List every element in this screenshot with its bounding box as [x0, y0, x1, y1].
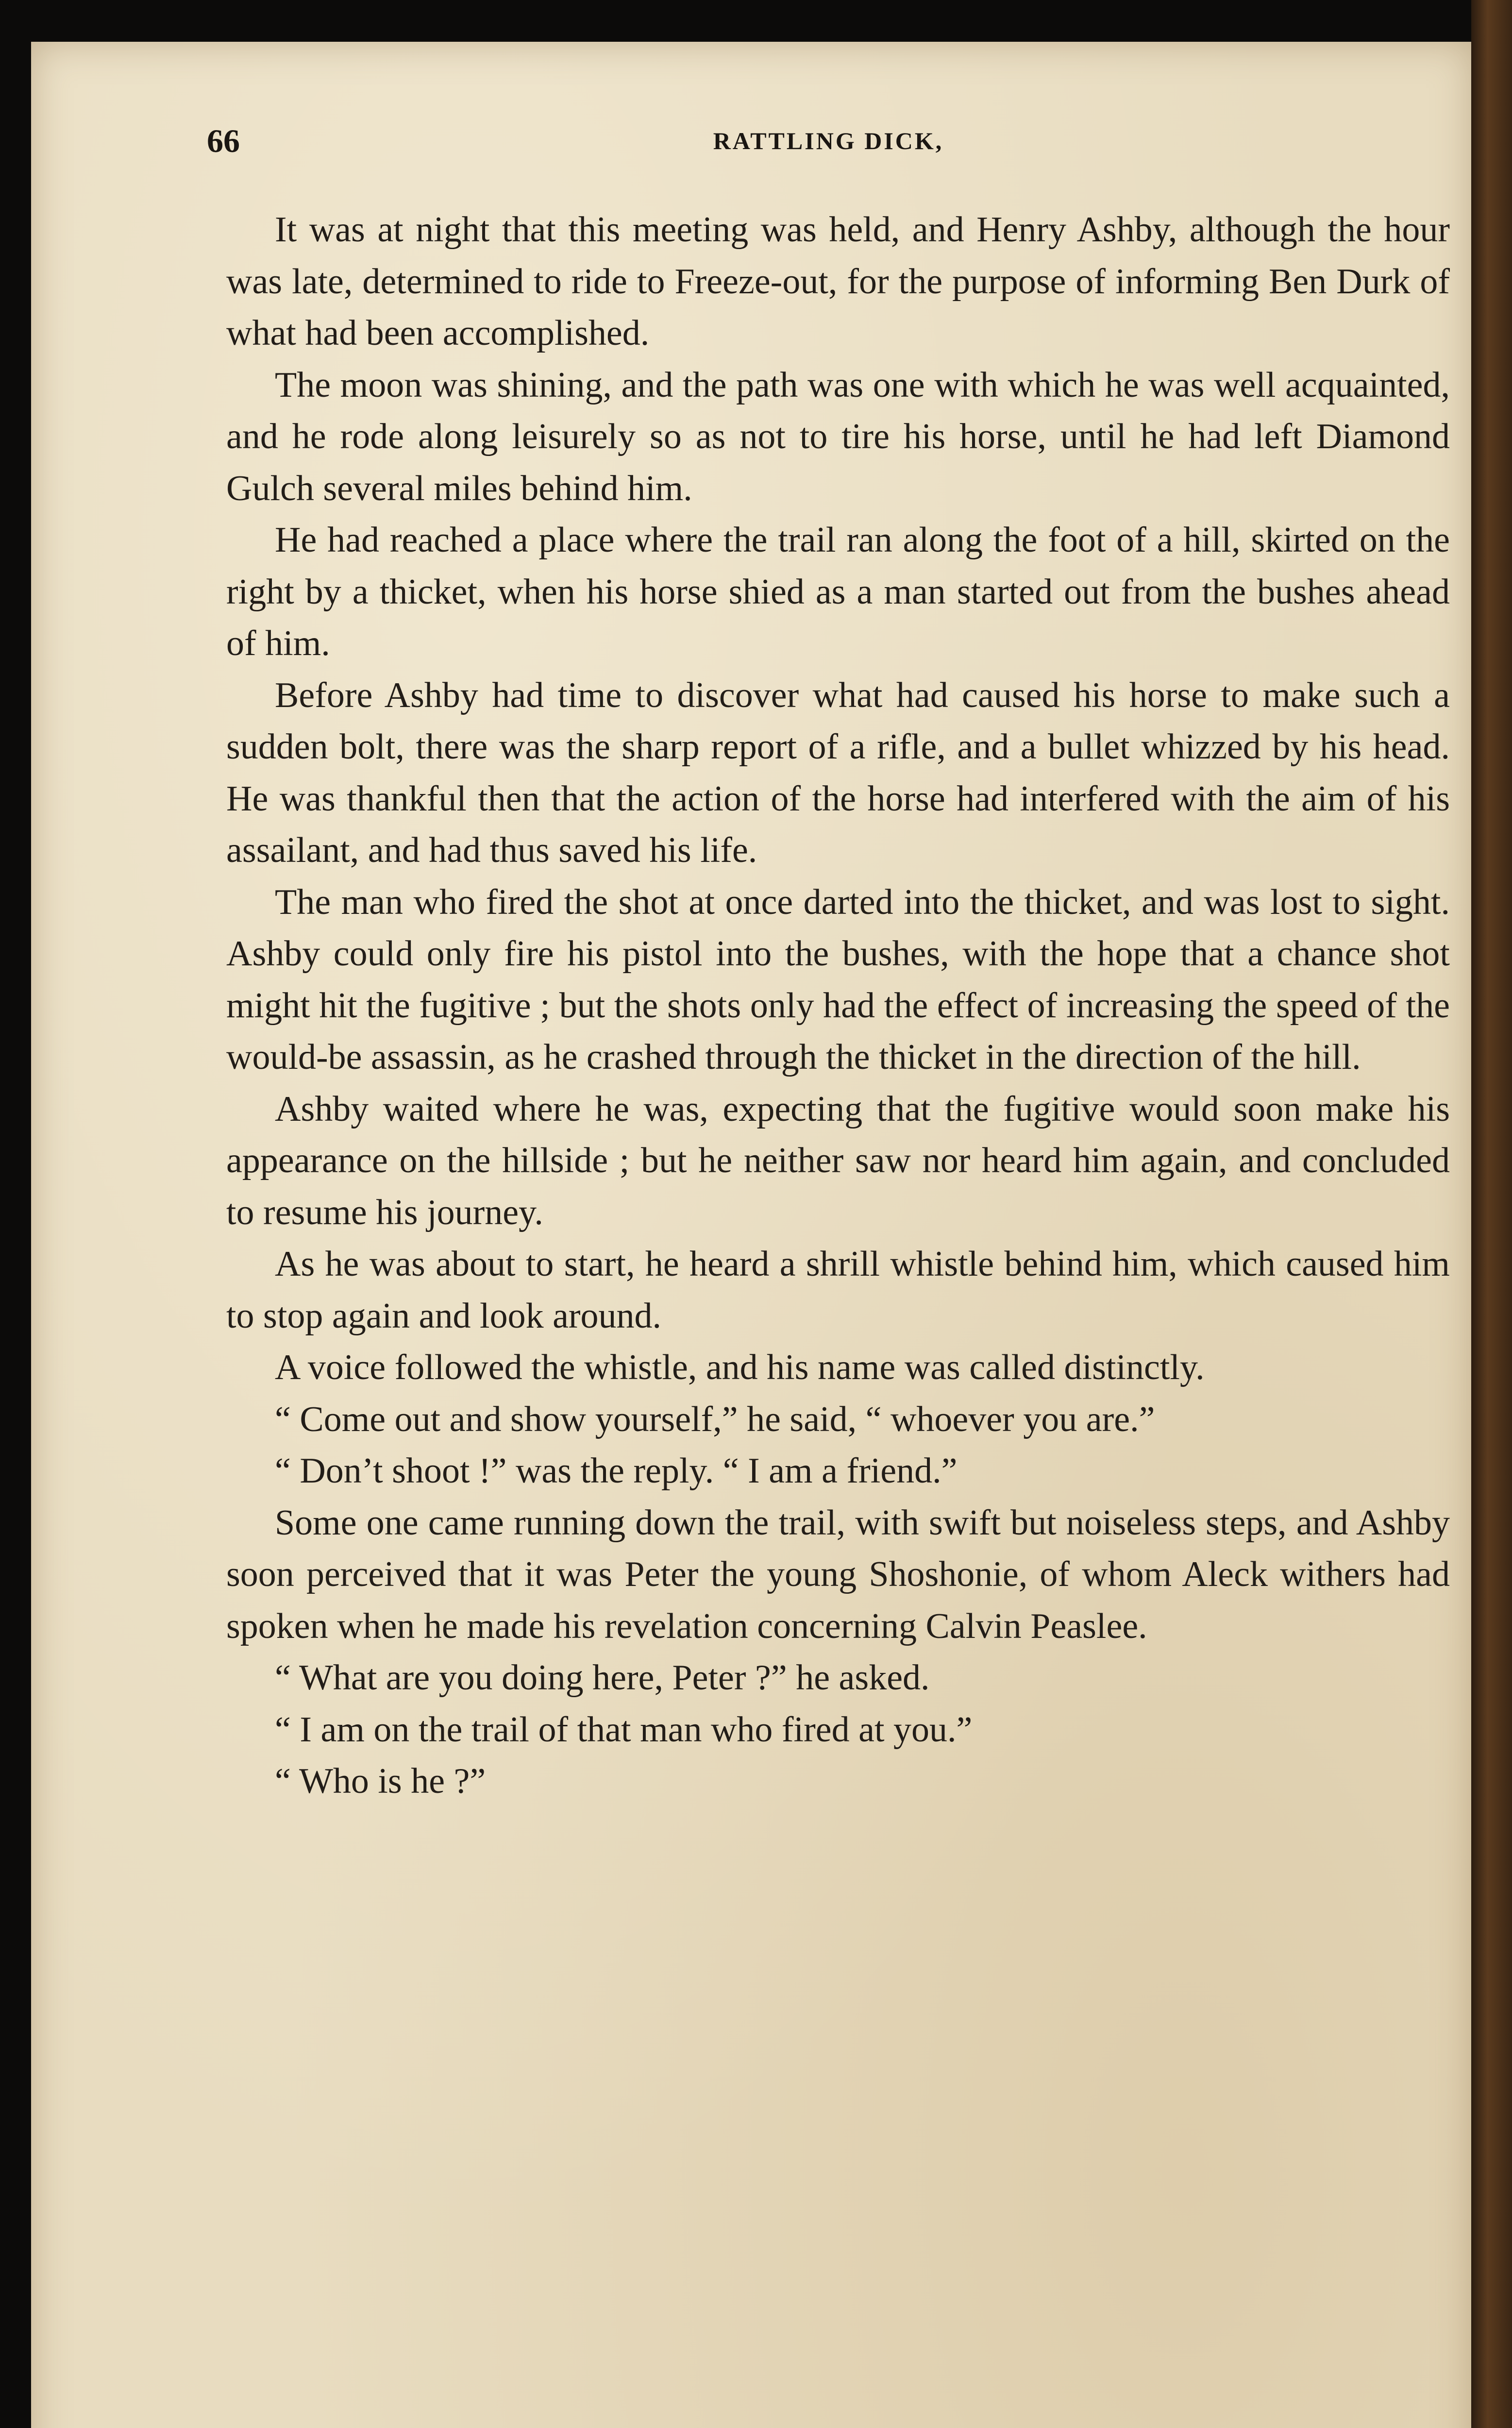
paragraph: He had reached a place where the trail ran along the foot of a hill, skirted on the right by a thicket, when his horse shied as a man started out from the bushes ahead of him. — [226, 520, 1450, 663]
paragraph: As he was about to start, he heard a shrill whistle behind him, which caused him to stop again and look around. — [226, 1244, 1450, 1336]
paragraph: “ Who is he ?” — [275, 1761, 486, 1801]
paragraph: Some one came running down the trail, with swift but noiseless steps, and Ashby soon perceived that it was Peter the young Shoshonie, of whom Aleck withers had spoken when he made his revelation concerning Calvin Peaslee. — [226, 1502, 1450, 1646]
paragraph: A voice followed the whistle, and his name was called distinctly. — [275, 1348, 1205, 1387]
paragraph: The man who fired the shot at once darted into the thicket, and was lost to sight. Ashby could only fire his pistol into the bushes, with the hope that a chance shot might hit the fugitive ; but the shots only had the effect of increasing the speed of the would-be assassin, as he crashed through the thicket in the direction of the hill. — [226, 882, 1450, 1077]
body-text — [226, 204, 1450, 1807]
book-spine — [1471, 0, 1512, 2428]
paragraph: “ Come out and show yourself,” he said, “ whoever you are.” — [275, 1399, 1155, 1439]
page-number: 66 — [207, 122, 240, 159]
paragraph: The moon was shining, and the path was one with which he was well acquainted, and he rode along leisurely so as not to tire his horse, until he had left Diamond Gulch several miles behind him. — [226, 365, 1450, 508]
paragraph: “ I am on the trail of that man who fired at you.” — [275, 1709, 973, 1750]
paragraph: “ Don’t shoot !” was the reply. “ I am a friend.” — [275, 1451, 958, 1491]
paragraph: Ashby waited where he was, expecting that the fugitive would soon make his appearance on the hillside ; but he neither saw nor heard him again, and concluded to resume his journey. — [226, 1089, 1450, 1232]
paragraph: Before Ashby had time to discover what had caused his horse to make such a sudden bolt, there was the sharp report of a rifle, and a bullet whizzed by his head. He was thankful then that the action of the horse had interfered with the aim of his assailant, and had thus saved his life. — [226, 675, 1450, 870]
paragraph: It was at night that this meeting was held, and Henry Ashby, although the hour was late, determined to ride to Freeze-out, for the purpose of informing Ben Durk of what had been accomplished. — [226, 210, 1450, 353]
paragraph: “ What are you doing here, Peter ?” he asked. — [275, 1658, 930, 1698]
running-title: RATTLING DICK, — [713, 127, 944, 154]
page-header — [207, 117, 1450, 165]
